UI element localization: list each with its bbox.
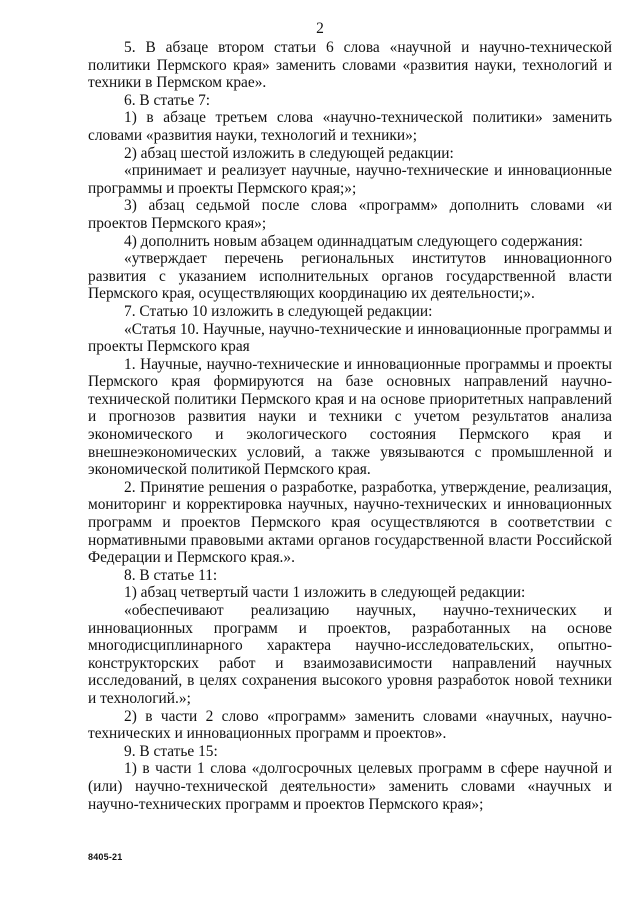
paragraph-sub-8-2: 2) в части 2 слово «программ» заменить словами «научных, научно-технических и инновационных программ и проектов». bbox=[88, 707, 612, 743]
paragraph-item-5: 5. В абзаце втором статьи 6 слова «научной и научно-технической политики Пермского края» заменить словами «развития науки, технологий и техники в Пермском крае». bbox=[88, 39, 612, 92]
paragraph-sub-6-1: 1) в абзаце третьем слова «научно-технической политики» заменить словами «развития науки, технологий и техники»; bbox=[88, 109, 612, 144]
paragraph-sub-8-1: 1) абзац четвертый части 1 изложить в следующей редакции: bbox=[124, 584, 526, 602]
paragraph-article-10-part-1: 1. Научные, научно-технические и инновационные программы и проекты Пермского края формируются на базе основных направлений научно-технической политики Пермского края и на основе приоритетных направлений и прогнозов развития науки и техники с учетом результатов анализа экономического и экологического состояния Пермского края и внешнеэкономических условий, а также увязываются с промышленной и экономической политикой Пермского края. bbox=[88, 355, 612, 479]
paragraph-sub-6-4: 4) дополнить новым абзацем одиннадцатым следующего содержания: bbox=[124, 232, 583, 250]
document-code: 8405-21 bbox=[88, 852, 123, 862]
paragraph-quote-6-2: «принимает и реализует научные, научно-технические и инновационные программы и проекты Пермского края;»; bbox=[88, 162, 612, 197]
paragraph-sub-9-1: 1) в части 1 слова «долгосрочных целевых программ в сфере научной и (или) научно-технической деятельности» заменить словами «научных и научно-технических программ и проектов Пермского края»; bbox=[88, 760, 612, 813]
paragraph-article-10-part-2: 2. Принятие решения о разработке, разработка, утверждение, реализация, мониторинг и корректировка научных, научно-технических и инновационных программ и проектов Пермского края осуществляются в соответствии с нормативными правовыми актами органов государственной власти Российской Федерации и Пермского края.». bbox=[88, 478, 612, 567]
paragraph-sub-6-3: 3) абзац седьмой после слова «программ» дополнить словами «и проектов Пермского края»; bbox=[88, 197, 612, 232]
paragraph-article-10-title: «Статья 10. Научные, научно-технические и инновационные программы и проекты Пермского края bbox=[88, 320, 612, 356]
paragraph-item-6-heading: 6. В статье 7: bbox=[124, 91, 211, 109]
document-body bbox=[88, 39, 612, 813]
paragraph-item-9-heading: 9. В статье 15: bbox=[124, 742, 218, 760]
paragraph-quote-8-1: «обеспечивают реализацию научных, научно-технических и инновационных программ и проектов, разработанных на основе многодисциплинарного характера научно-исследовательских, опытно-конструкторских работ и взаимозависимости направлений научных исследований, в целях сохранения высокого уровня разработок новой техники и технологий.»; bbox=[88, 602, 612, 707]
paragraph-sub-6-2: 2) абзац шестой изложить в следующей редакции: bbox=[124, 144, 454, 162]
paragraph-quote-6-4: «утверждает перечень региональных институтов инновационного развития с указанием исполнительных органов государственной власти Пермского края, осуществляющих координацию их деятельности;». bbox=[88, 250, 612, 303]
paragraph-item-7-heading: 7. Статью 10 изложить в следующей редакции: bbox=[124, 302, 433, 320]
paragraph-item-8-heading: 8. В статье 11: bbox=[124, 566, 218, 584]
page-number: 2 bbox=[316, 20, 324, 37]
